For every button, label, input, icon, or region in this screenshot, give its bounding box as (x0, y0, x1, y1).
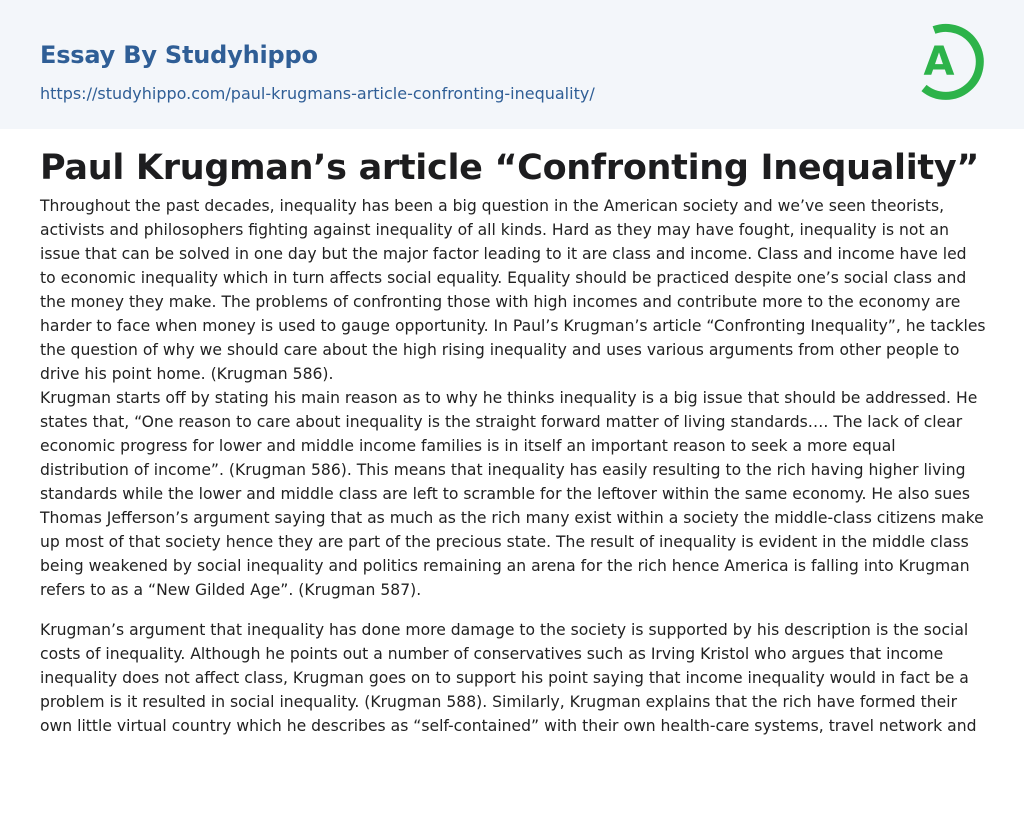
article-url-link[interactable]: https://studyhippo.com/paul-krugmans-article-confronting-inequality/ (40, 84, 595, 103)
logo-letter: A (923, 39, 955, 85)
article-title: Paul Krugman’s article “Confronting Inequality” (40, 148, 980, 188)
article-body (40, 194, 986, 738)
site-brand[interactable]: Essay By Studyhippo (40, 41, 318, 69)
site-header (0, 0, 1024, 129)
article-paragraph: Krugman’s argument that inequality has done more damage to the society is supported by his description is the social costs of inequality. Although he points out a number of conservatives such as Irving Kristol who argues that income inequality does not affect class, Krugman goes on to support his point saying that income inequality would in fact be a problem is it resulted in social inequality. (Krugman 588). Similarly, Krugman explains that the rich have formed their own little virtual country which he describes as “self-contained” with their own health-care systems, travel network and (40, 621, 977, 735)
article-paragraph: Krugman starts off by stating his main reason as to why he thinks inequality is a big issue that should be addressed. He states that, “One reason to care about inequality is the straight forward matter of living standards…. The lack of clear economic progress for lower and middle income families is in itself an important reason to seek a more equal distribution of income”. (Krugman 586). This means that inequality has easily resulting to the rich having higher living standards while the lower and middle class are left to scramble for the leftover within the same economy. He also sues Thomas Jefferson’s argument saying that as much as the rich many exist within a society the middle-class citizens make up most of that society hence they are part of the precious state. The result of inequality is evident in the middle class being weakened by social inequality and politics remaining an arena for the rich hence America is falling into Krugman refers to as a “New Gilded Age”. (Krugman 587). (40, 389, 984, 599)
article-paragraph: Throughout the past decades, inequality has been a big question in the American society and we’ve seen theorists, activists and philosophers fighting against inequality of all kinds. Hard as they may have fought, inequality is not an issue that can be solved in one day but the major factor leading to it are class and income. Class and income have led to economic inequality which in turn affects social equality. Equality should be practiced despite one’s social class and the money they make. The problems of confronting those with high incomes and contribute more to the economy are harder to face when money is used to gauge opportunity. In Paul’s Krugman’s article “Confronting Inequality”, he tackles the question of why we should care about the high rising inequality and uses various arguments from other people to drive his point home. (Krugman 586). (40, 197, 986, 383)
studyhippo-logo-icon[interactable] (912, 19, 986, 105)
